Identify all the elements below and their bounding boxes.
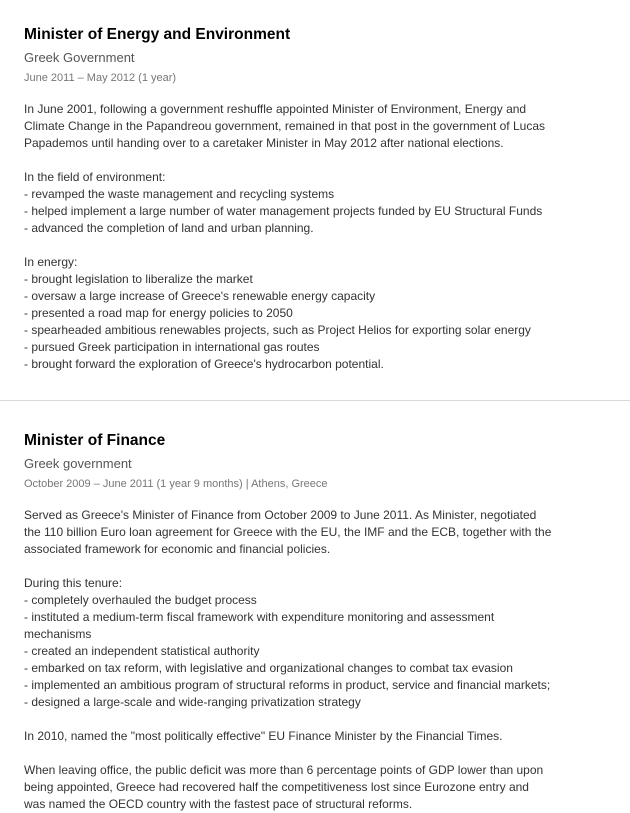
description-line: In 2010, named the "most politically effective" EU Finance Minister by the Financial Times. — [24, 729, 503, 743]
position-title: Minister of Finance — [24, 432, 166, 449]
position-description — [24, 507, 614, 813]
position-title: Minister of Energy and Environment — [24, 26, 291, 43]
description-line — [24, 711, 614, 728]
meta-separator: | — [245, 478, 252, 490]
description-line: associated framework for economic and financial policies. — [24, 542, 331, 556]
position-dates: June 2011 – May 2012 (1 year) — [24, 72, 177, 84]
position-meta — [24, 71, 614, 85]
section-divider — [0, 400, 630, 401]
description-line: During this tenure: — [24, 576, 123, 590]
description-line: - embarked on tax reform, with legislative and organizational changes to combat tax evasion — [24, 661, 513, 675]
position-entry — [24, 432, 614, 813]
description-line: Papademos until handing over to a caretaker Minister in May 2012 after national elections. — [24, 136, 504, 150]
description-line: Climate Change in the Papandreou government, remained in that post in the government of Lucas — [24, 119, 545, 133]
description-line: - implemented an ambitious program of structural reforms in product, service and financial markets; — [24, 678, 551, 692]
position-entry — [24, 26, 614, 373]
description-line: In energy: — [24, 255, 78, 269]
description-line: - presented a road map for energy policies to 2050 — [24, 306, 293, 320]
description-line: - helped implement a large number of water management projects funded by EU Structural Funds — [24, 204, 543, 218]
position-dates: October 2009 – June 2011 (1 year 9 months) — [24, 478, 243, 490]
description-line: - spearheaded ambitious renewables projects, such as Project Helios for exporting solar energy — [24, 323, 531, 337]
description-line — [24, 237, 614, 254]
description-line: In June 2001, following a government reshuffle appointed Minister of Environment, Energy and — [24, 102, 527, 116]
description-line: - pursued Greek participation in international gas routes — [24, 340, 320, 354]
description-line: In the field of environment: — [24, 170, 166, 184]
description-line: - advanced the completion of land and urban planning. — [24, 221, 314, 235]
description-line: - designed a large-scale and wide-ranging privatization strategy — [24, 695, 361, 709]
description-line: being appointed, Greece had recovered half the competitiveness lost since Eurozone entry and — [24, 780, 529, 794]
description-line: the 110 billion Euro loan agreement for Greece with the EU, the IMF and the ECB, together with the — [24, 525, 552, 539]
description-line: mechanisms — [24, 627, 92, 641]
company-name: Greek government — [24, 456, 132, 471]
description-line: - brought forward the exploration of Greece's hydrocarbon potential. — [24, 357, 384, 371]
position-location: Athens, Greece — [251, 478, 328, 490]
description-line: - brought legislation to liberalize the market — [24, 272, 253, 286]
description-line — [24, 558, 614, 575]
description-line: - completely overhauled the budget process — [24, 593, 257, 607]
company-name: Greek Government — [24, 50, 135, 65]
description-line: - created an independent statistical authority — [24, 644, 260, 658]
position-meta — [24, 477, 614, 491]
description-line: Served as Greece's Minister of Finance from October 2009 to June 2011. As Minister, negotiated — [24, 508, 537, 522]
description-line: was named the OECD country with the fastest pace of structural reforms. — [24, 797, 413, 811]
description-line: - instituted a medium-term fiscal framework with expenditure monitoring and assessment — [24, 610, 495, 624]
description-line — [24, 152, 614, 169]
description-line: - oversaw a large increase of Greece's renewable energy capacity — [24, 289, 376, 303]
description-line — [24, 745, 614, 762]
position-description — [24, 101, 614, 373]
description-line: - revamped the waste management and recycling systems — [24, 187, 335, 201]
description-line: When leaving office, the public deficit was more than 6 percentage points of GDP lower than upon — [24, 763, 544, 777]
